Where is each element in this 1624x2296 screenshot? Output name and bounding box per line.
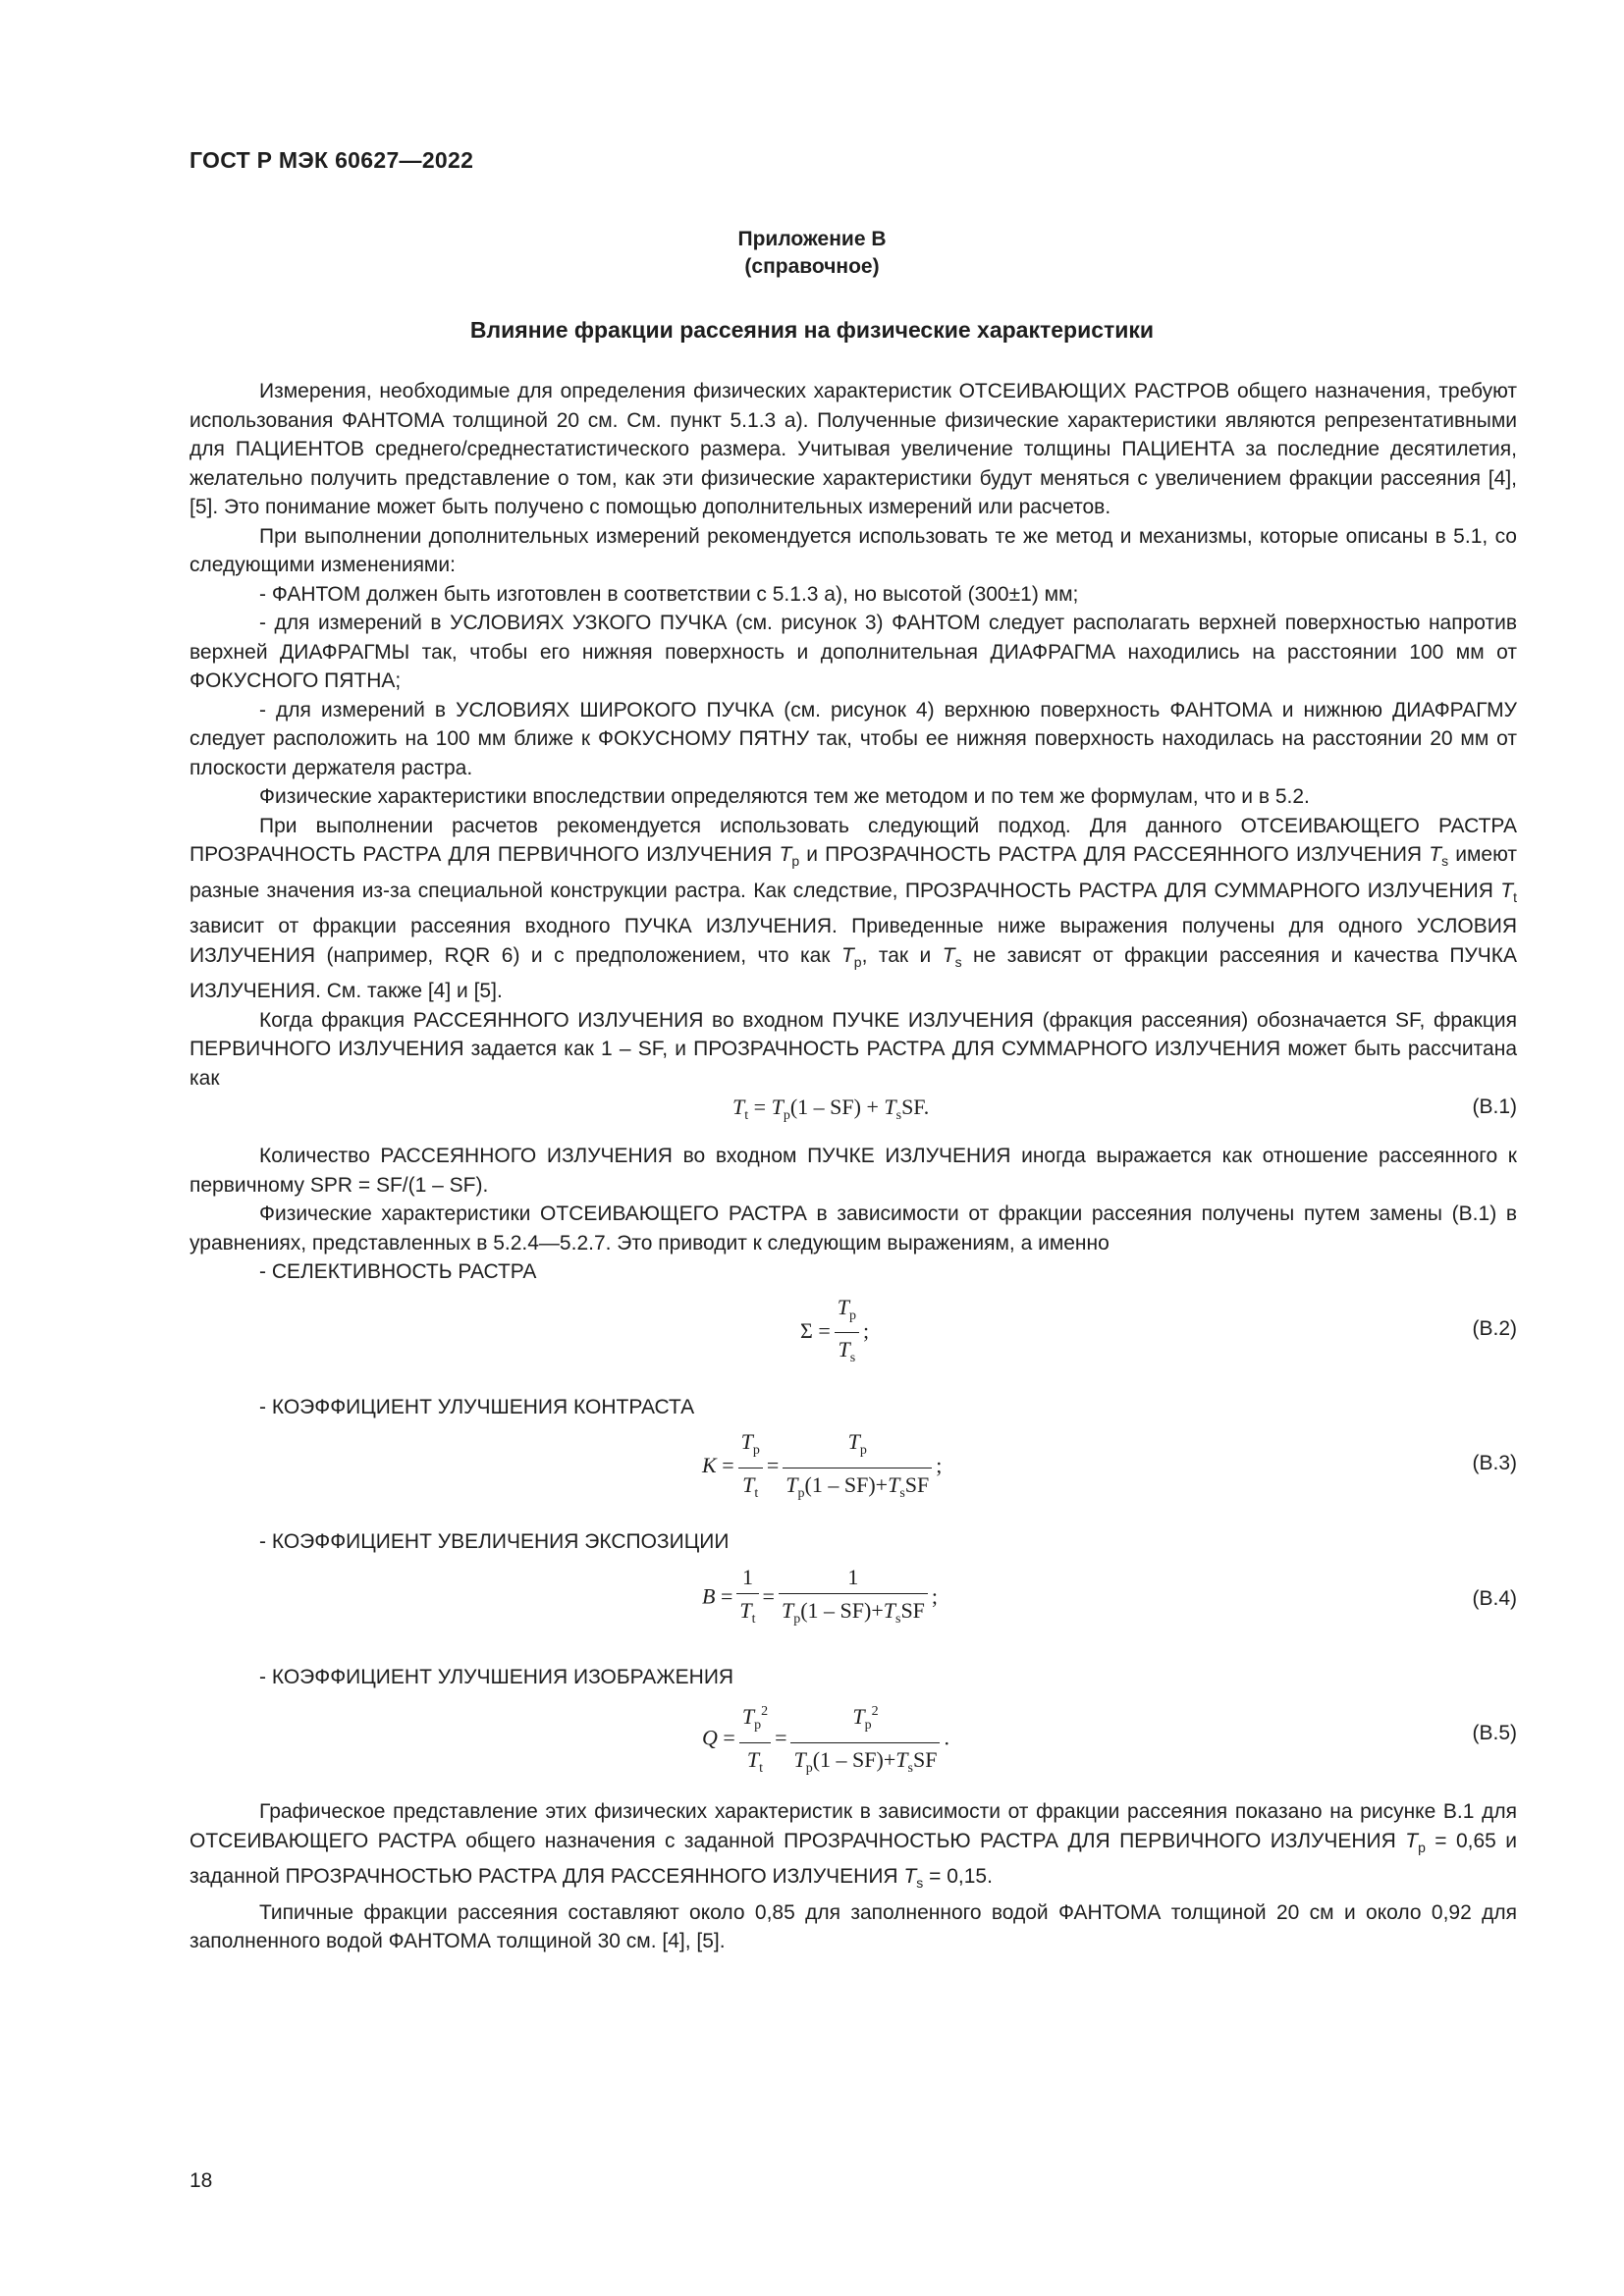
equation-number-b5: (В.5) — [1472, 1722, 1517, 1744]
standard-header: ГОСТ Р МЭК 60627—2022 — [189, 147, 474, 173]
equation-b2 — [189, 1287, 1517, 1377]
page-number: 18 — [189, 2169, 213, 2192]
formula-b2: Σ = $\frac{T_p}{T_s}$ ; — [800, 1294, 870, 1365]
equation-b1 — [189, 1093, 1517, 1126]
list-item-phantom: - ФАНТОМ должен быть изготовлен в соответствии с 5.1.3 а), но высотой (300±1) мм; — [259, 582, 1079, 606]
equation-b5 — [189, 1691, 1517, 1782]
equation-number-b1: (В.1) — [1472, 1095, 1517, 1118]
appendix-label: Приложение В — [737, 228, 887, 250]
paragraph-4: При выполнении расчетов рекомендуется использовать следующий подход. Для данного ОТСЕИВАЮЩЕГО РАСТРА ПРОЗРАЧНОСТЬ РАСТРА ДЛЯ ПЕРВИЧНОГО ИЗЛУЧЕНИЯ $T_p$ и ПРОЗРАЧНОСТЬ РАСТРА ДЛЯ РАССЕЯННОГО ИЗЛУЧЕНИЯ $T_s$ имеют разные значения из-за специальной конструкции растра. Как следствие, ПРОЗРАЧНОСТЬ РАСТРА ДЛЯ СУММАРНОГО ИЗЛУЧЕНИЯ $T_t$ зависит от фракции рассеяния входного ПУЧКА ИЗЛУЧЕНИЯ. Приведенные ниже выражения получены для одного УСЛОВИЯ ИЗЛУЧЕНИЯ (например, RQR 6) и с предположением, что как $T_p$, так и $T_s$ не зависят от фракции рассеяния и качества ПУЧКА ИЗЛУЧЕНИЯ. См. также [4] и [5]. — [189, 814, 1517, 1002]
equation-number-b4: (В.4) — [1472, 1586, 1517, 1610]
list-item-exposure: - КОЭФФИЦИЕНТ УВЕЛИЧЕНИЯ ЭКСПОЗИЦИИ — [259, 1530, 730, 1553]
formula-b3: K = $\frac{T_p}{T_t}$ = $\frac{T_p}{T_p(1 - SF)+T_sSF}$ ; — [702, 1429, 943, 1501]
formula-b5: Q = $\frac{T_p^2}{T_t}$ = $\frac{T_p^2}{T_p(1 - SF)+T_sSF}$ . — [702, 1697, 949, 1783]
list-item-wide-beam: - для измерений в УСЛОВИЯХ ШИРОКОГО ПУЧКА (см. рисунок 4) верхнюю поверхность ФАНТОМА и нижнюю ДИАФРАГМУ следует расположить на 100 мм ближе к ФОКУСНОМУ ПЯТНУ так, чтобы ее нижняя поверхность находилась на расстоянии 20 мм от плоскости держателя растра. — [189, 698, 1517, 779]
paragraph-8: Графическое представление этих физических характеристик в зависимости от фракции рассеяния показано на рисунке В.1 для ОТСЕИВАЮЩЕГО РАСТРА общего назначения с заданной ПРОЗРАЧНОСТЬЮ РАСТРА ДЛЯ ПЕРВИЧНОГО ИЗЛУЧЕНИЯ $T_p = 0,65$ и заданной ПРОЗРАЧНОСТЬЮ РАСТРА ДЛЯ РАССЕЯННОГО ИЗЛУЧЕНИЯ $T_s = 0,15$. — [189, 1800, 1517, 1891]
paragraph-5: Когда фракция РАССЕЯННОГО ИЗЛУЧЕНИЯ во входном ПУЧКЕ ИЗЛУЧЕНИЯ (фракция рассеяния) обозначается SF, фракция ПЕРВИЧНОГО ИЗЛУЧЕНИЯ задается как 1 – SF, и ПРОЗРАЧНОСТЬ РАСТРА ДЛЯ СУММАРНОГО ИЗЛУЧЕНИЯ может быть рассчитана как — [189, 1008, 1517, 1090]
paragraph-3: Физические характеристики впоследствии определяются тем же методом и по тем же формулам, что и в 5.2. — [259, 785, 1310, 808]
paragraph-7: Физические характеристики ОТСЕИВАЮЩЕГО РАСТРА в зависимости от фракции рассеяния получены путем замены (В.1) в уравнениях, представленных в 5.2.4—5.2.7. Это приводит к следующим выражениям, а именно — [189, 1202, 1517, 1255]
paragraph-6: Количество РАССЕЯННОГО ИЗЛУЧЕНИЯ во входном ПУЧКЕ ИЗЛУЧЕНИЯ иногда выражается как отношение рассеянного к первичному SPR = SF/(1 – SF). — [189, 1145, 1517, 1197]
body-text — [189, 377, 1517, 1956]
paragraph-2: При выполнении дополнительных измерений рекомендуется использовать те же метод и механизмы, которые описаны в 5.1, со следующими изменениями: — [189, 524, 1517, 576]
equation-b3 — [189, 1421, 1517, 1512]
paragraph-1: Измерения, необходимые для определения физических характеристик ОТСЕИВАЮЩИХ РАСТРОВ общего назначения, требуют использования ФАНТОМА толщиной 20 см. См. пункт 5.1.3 а). Полученные физические характеристики являются репрезентативными для ПАЦИЕНТОВ среднего/среднестатистического размера. Учитывая увеличение толщины ПАЦИЕНТА за последние десятилетия, желательно получить представление о том, как эти физические характеристики будут меняться с увеличением фракции рассеяния [4], [5]. Это понимание может быть получено с помощью дополнительных измерений или расчетов. — [189, 380, 1517, 518]
equation-number-b2: (В.2) — [1472, 1316, 1517, 1340]
list-item-image: - КОЭФФИЦИЕНТ УЛУЧШЕНИЯ ИЗОБРАЖЕНИЯ — [259, 1665, 734, 1688]
equation-b4 — [189, 1557, 1517, 1647]
formula-b1: $T_t = T_p(1 - SF) + T_sSF$. — [732, 1095, 930, 1123]
list-item-narrow-beam: - для измерений в УСЛОВИЯХ УЗКОГО ПУЧКА (см. рисунок 3) ФАНТОМ следует располагать верхней поверхностью напротив верхней ДИАФРАГМЫ так, чтобы его нижняя поверхность и дополнительная ДИАФРАГМА находились на расстоянии 100 мм от ФОКУСНОГО ПЯТНА; — [189, 612, 1517, 692]
paragraph-9: Типичные фракции рассеяния составляют около 0,85 для заполненного водой ФАНТОМА толщиной 20 см и около 0,92 для заполненного водой ФАНТОМА толщиной 30 см. [4], [5]. — [189, 1900, 1517, 1952]
appendix-type: (справочное) — [744, 255, 880, 278]
list-item-contrast: - КОЭФФИЦИЕНТ УЛУЧШЕНИЯ КОНТРАСТА — [259, 1395, 695, 1418]
equation-number-b3: (В.3) — [1472, 1452, 1517, 1474]
appendix-title: Влияние фракции рассеяния на физические характеристики — [469, 317, 1155, 343]
formula-b4: B = $\frac{1}{T_t}$ = $\frac{1}{T_p(1 - SF)+T_sSF}$ ; — [702, 1564, 939, 1627]
list-item-selectivity: - СЕЛЕКТИВНОСТЬ РАСТРА — [259, 1260, 537, 1283]
